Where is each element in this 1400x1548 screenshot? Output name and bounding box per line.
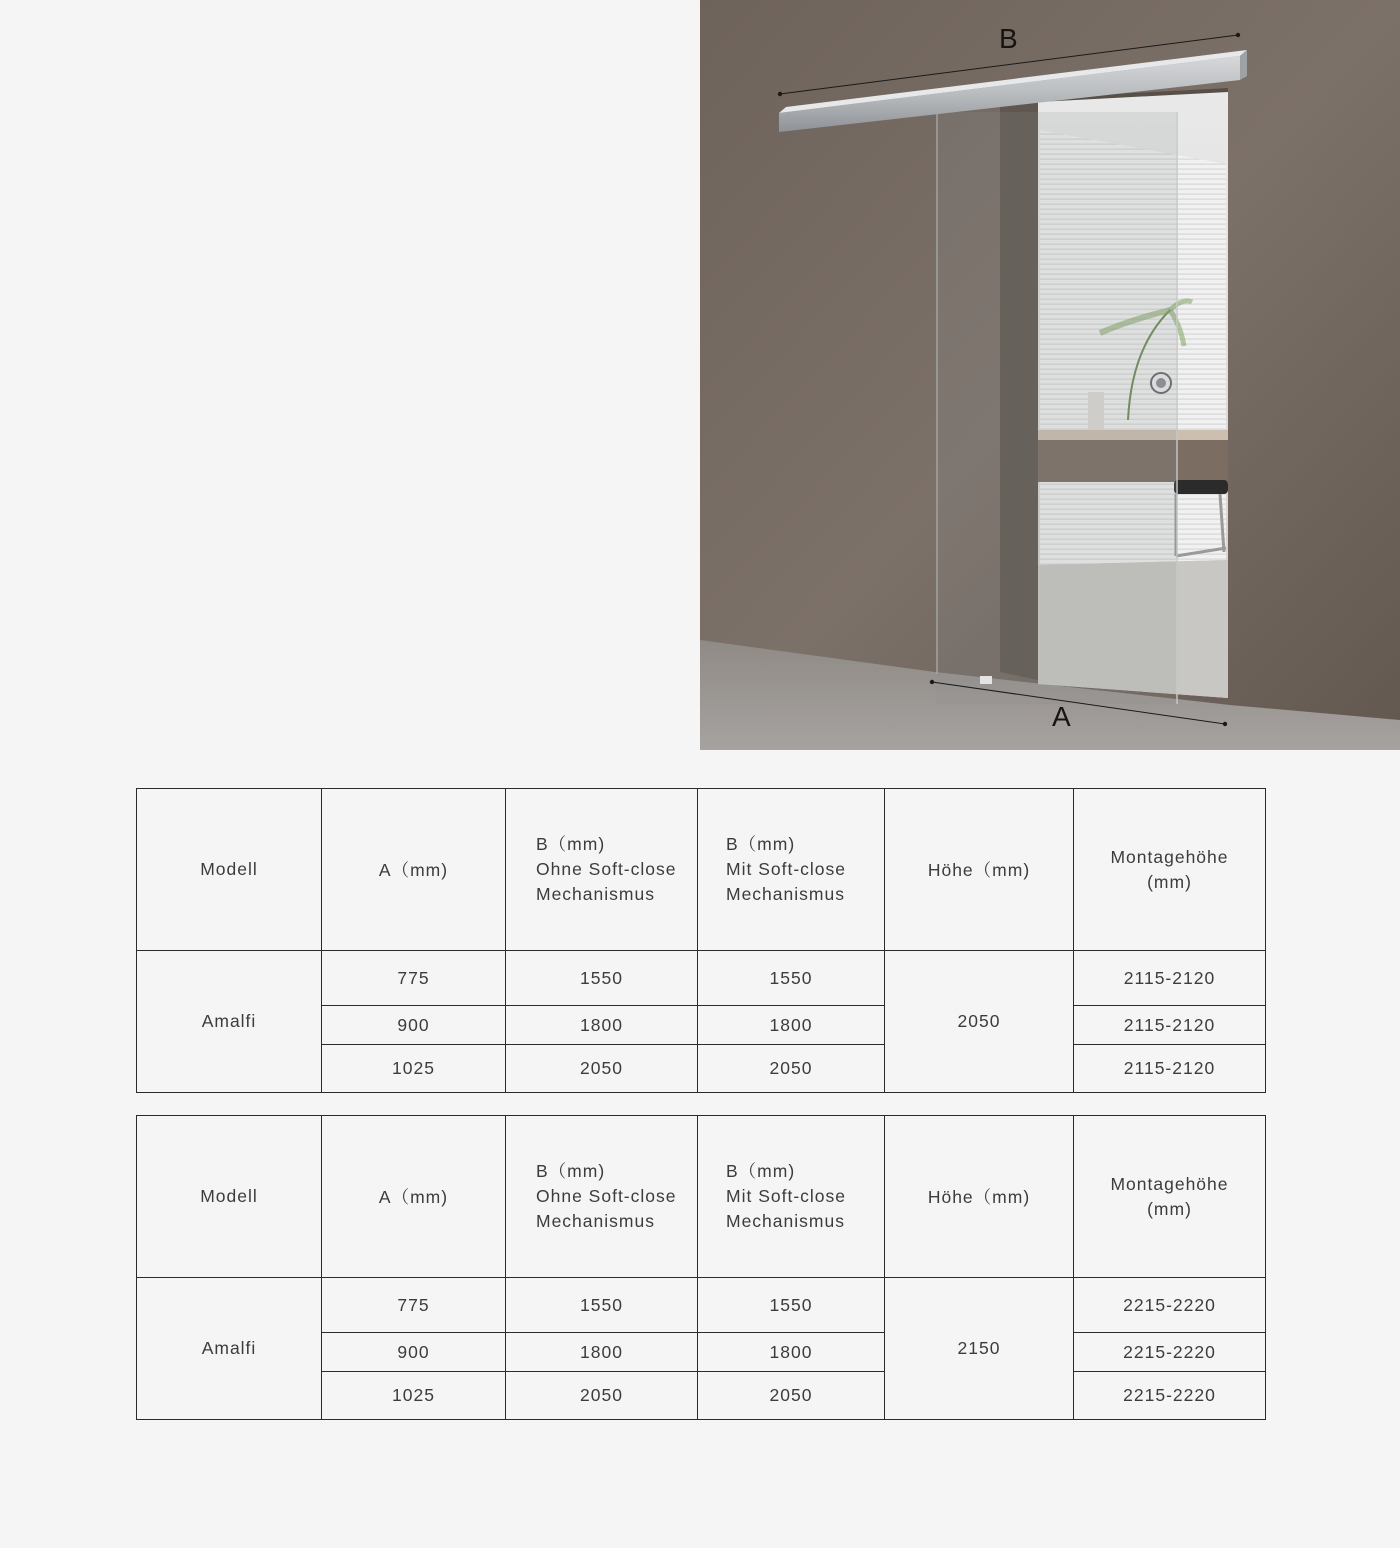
a-cell: 775 <box>322 951 506 1006</box>
b-with-cell: 2050 <box>698 1045 885 1093</box>
b-with-cell: 1800 <box>698 1333 885 1372</box>
dimension-label-a: A <box>1052 701 1071 732</box>
mounting-cell: 2215-2220 <box>1074 1333 1266 1372</box>
mounting-cell: 2215-2220 <box>1074 1278 1266 1333</box>
a-cell: 900 <box>322 1333 506 1372</box>
a-cell: 900 <box>322 1006 506 1045</box>
a-cell: 775 <box>322 1278 506 1333</box>
model-cell: Amalfi <box>137 951 322 1093</box>
b-without-cell: 1550 <box>506 951 698 1006</box>
floor-guide <box>980 676 992 684</box>
mounting-cell: 2115-2120 <box>1074 951 1266 1006</box>
header-a: A（mm) <box>322 1116 506 1278</box>
mounting-cell: 2115-2120 <box>1074 1006 1266 1045</box>
table-row <box>137 1278 1266 1333</box>
b-with-cell: 1800 <box>698 1006 885 1045</box>
b-without-cell: 1800 <box>506 1006 698 1045</box>
height-cell: 2050 <box>885 951 1074 1093</box>
spec-table-1 <box>136 788 1266 1093</box>
header-height: Höhe（mm) <box>885 1116 1074 1278</box>
header-mounting-height: Montagehöhe (mm) <box>1074 1116 1266 1278</box>
header-b-with-soft-close: B（mm) Mit Soft-close Mechanismus <box>698 1116 885 1278</box>
b-without-cell: 2050 <box>506 1045 698 1093</box>
b-with-cell: 2050 <box>698 1372 885 1420</box>
header-b-without-soft-close: B（mm) Ohne Soft-close Mechanismus <box>506 789 698 951</box>
header-mounting-height: Montagehöhe (mm) <box>1074 789 1266 951</box>
height-cell: 2150 <box>885 1278 1074 1420</box>
header-model: Modell <box>137 789 322 951</box>
mounting-cell: 2215-2220 <box>1074 1372 1266 1420</box>
dimension-label-b: B <box>999 23 1018 54</box>
header-b-without-soft-close: B（mm) Ohne Soft-close Mechanismus <box>506 1116 698 1278</box>
b-with-cell: 1550 <box>698 951 885 1006</box>
table-row <box>137 951 1266 1006</box>
header-height: Höhe（mm) <box>885 789 1074 951</box>
model-cell: Amalfi <box>137 1278 322 1420</box>
header-a: A（mm) <box>322 789 506 951</box>
header-row <box>137 1116 1266 1278</box>
a-cell: 1025 <box>322 1372 506 1420</box>
product-photo <box>700 0 1400 750</box>
mounting-cell: 2115-2120 <box>1074 1045 1266 1093</box>
header-model: Modell <box>137 1116 322 1278</box>
header-b-with-soft-close: B（mm) Mit Soft-close Mechanismus <box>698 789 885 951</box>
header-row <box>137 789 1266 951</box>
spec-table-2 <box>136 1115 1266 1420</box>
a-cell: 1025 <box>322 1045 506 1093</box>
b-with-cell: 1550 <box>698 1278 885 1333</box>
b-without-cell: 1800 <box>506 1333 698 1372</box>
b-without-cell: 2050 <box>506 1372 698 1420</box>
b-without-cell: 1550 <box>506 1278 698 1333</box>
glass-door <box>936 112 1178 704</box>
